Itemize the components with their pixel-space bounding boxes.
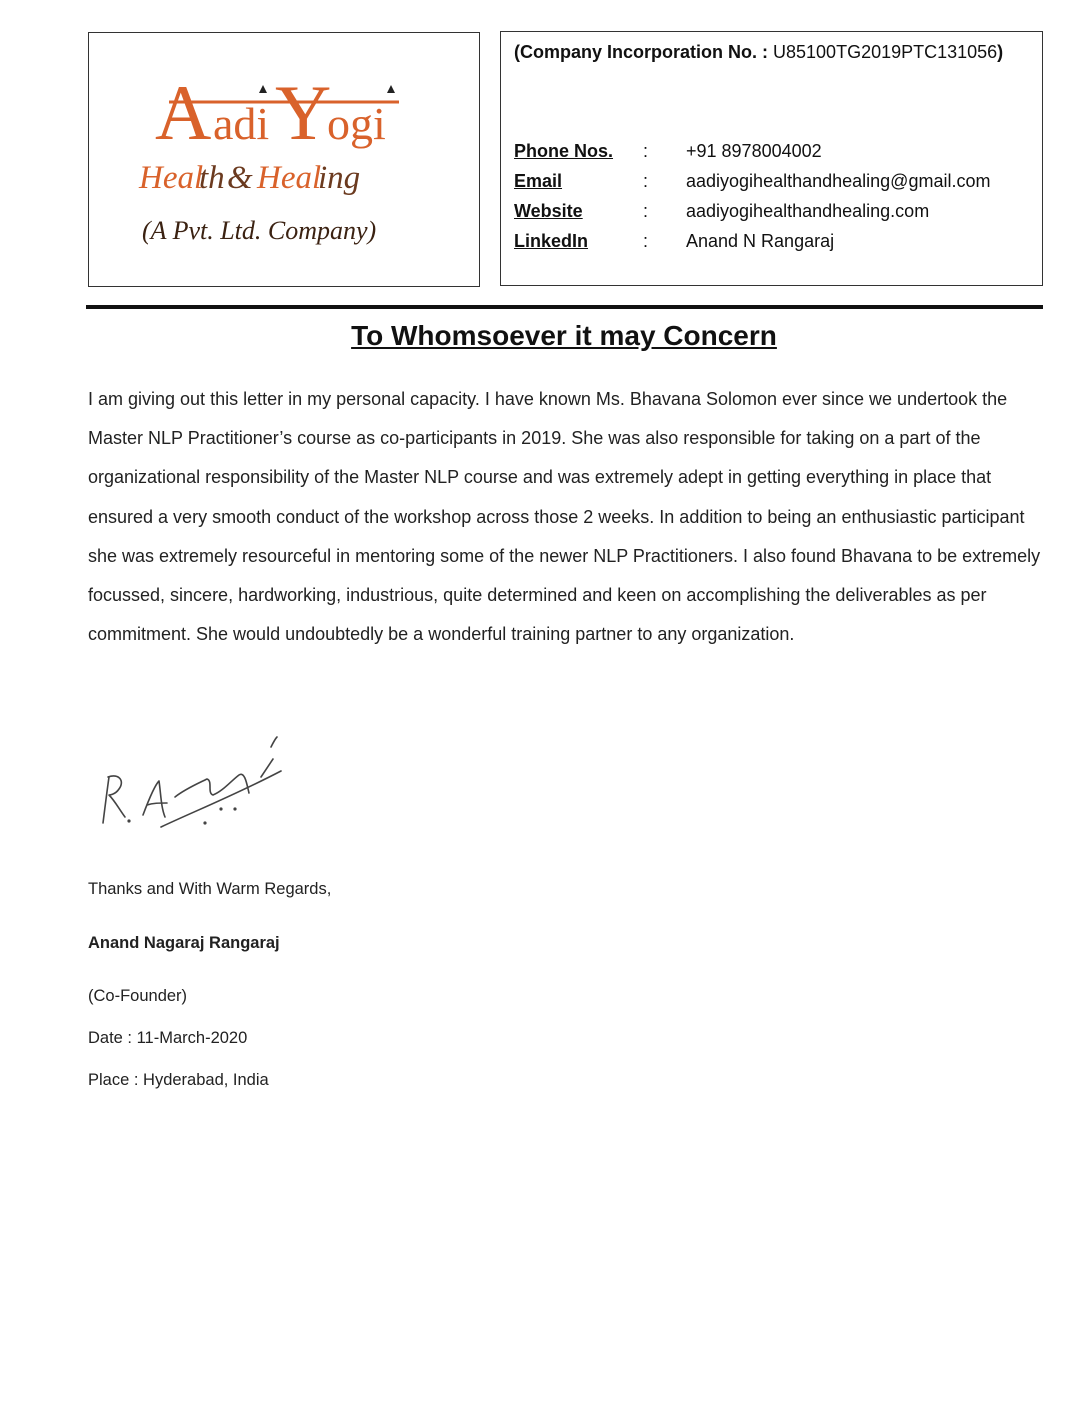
svg-text:Heal: Heal	[139, 160, 204, 196]
website-value: aadiyogihealthandhealing.com	[686, 201, 930, 221]
email-label: Email	[514, 171, 563, 191]
company-info-box	[500, 31, 1043, 286]
signatory-title: (Co-Founder)	[88, 987, 188, 1005]
linkedin-label: LinkedIn	[514, 231, 589, 251]
letter-heading: To Whomsoever it may Concern	[351, 320, 777, 351]
svg-text:adi: adi	[213, 98, 270, 149]
phone-label: Phone Nos.	[514, 141, 614, 161]
svg-text:&: &	[227, 160, 253, 196]
incorporation-label: (Company Incorporation No. :	[514, 42, 768, 62]
brand-tagline	[138, 160, 360, 196]
linkedin-value: Anand N Rangaraj	[686, 231, 835, 251]
letter-body: I am giving out this letter in my personal capacity. I have known Ms. Bhavana Solomon ever since we undertook the Master NLP Practitioner’s course as co-participants in 2019. She was also responsible for taking on a part of the organizational responsibility of the Master NLP course and was extremely adept in getting everything in place that ensured a very smooth conduct of the workshop across those 2 weeks. In addition to being an enthusiastic participant she was extremely resourceful in mentoring some of the newer NLP Practitioners. I also found Bhavana to be extremely focussed, sincere, hardworking, industrious, quite determined and keen on accomplishing the deliverables as per commitment. She would undoubtedly be a wonderful training partner to any organization.	[88, 389, 1041, 645]
svg-text:Y: Y	[275, 69, 332, 156]
brand-wordmark	[155, 69, 399, 156]
company-logo	[89, 33, 481, 288]
svg-text:th: th	[199, 160, 225, 196]
website-separator: :	[643, 201, 649, 221]
svg-text:A: A	[155, 69, 212, 156]
phone-separator: :	[643, 141, 649, 161]
header-divider	[86, 305, 1043, 309]
incorporation-line	[514, 42, 1003, 63]
signatory-name: Anand Nagaraj Rangaraj	[88, 934, 280, 952]
handwritten-signature	[95, 725, 295, 835]
closing-line: Thanks and With Warm Regards,	[88, 880, 332, 898]
company-logo-box	[88, 32, 480, 287]
phone-value: +91 8978004002	[686, 141, 822, 161]
incorporation-number: U85100TG2019PTC131056	[773, 42, 998, 62]
brand-company-type: (A Pvt. Ltd. Company)	[142, 216, 377, 245]
incorporation-close: )	[997, 42, 1004, 62]
linkedin-separator: :	[643, 231, 649, 251]
letter-date: Date : 11-March-2020	[88, 1029, 248, 1047]
email-separator: :	[643, 171, 649, 191]
svg-text:ogi: ogi	[327, 98, 386, 149]
website-label: Website	[514, 201, 583, 221]
letter-place: Place : Hyderabad, India	[88, 1071, 269, 1089]
email-value: aadiyogihealthandhealing@gmail.com	[686, 171, 991, 191]
svg-text:Heal: Heal	[257, 160, 322, 196]
svg-text:ing: ing	[318, 160, 361, 196]
